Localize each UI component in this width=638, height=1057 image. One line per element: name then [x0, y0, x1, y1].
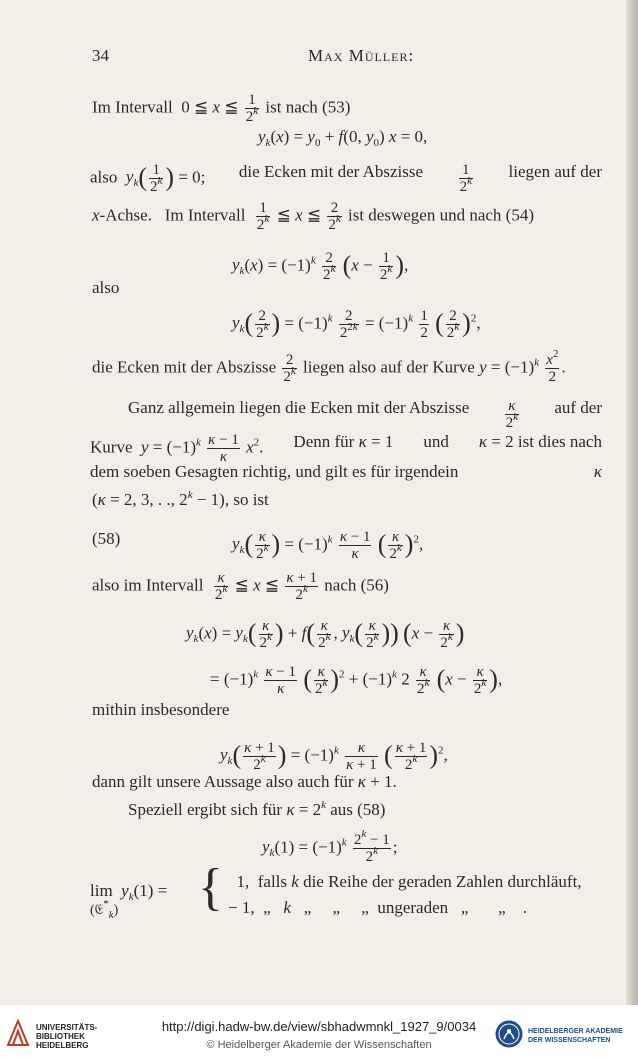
page-number: 34 — [92, 46, 109, 65]
academy-seal-icon — [494, 1019, 524, 1049]
text-line-8: (κ = 2, 3, . ., $2^k - 1$), so ist — [92, 489, 269, 509]
limit-case-even: 1, falls k die Reihe der geraden Zahlen durchläuft, — [228, 872, 582, 891]
text-line-10: mithin insbesondere — [92, 700, 230, 719]
text-line-also: also — [92, 278, 120, 297]
text-line-6: Kurve $y = (-1)^k$ $\frac{\kappa - 1}{\kappa}$ $x^2$. Denn für κ = 1 und κ = 2 ist dies nach — [90, 432, 602, 465]
equation-56-a: $y_k(x) = y_k$( $\frac{\kappa}{2^k}$ ) + f( $\frac{\kappa}{2^k}$ , $y_k$( $\frac{\kappa}{2^k}$ )) (x − $\frac{\kappa}{2^k}$ ) — [186, 618, 465, 651]
copyright-notice: © Heidelberger Akademie der Wissenschaften — [206, 1039, 432, 1051]
equation-yk-zero: $y_k(x) = y_0 + f(0$, $y_0$) x = 0, — [258, 127, 428, 149]
text-line-3: x-Achse. Im Intervall $\frac{1}{2^k}$ ≦ x ≦ $\frac{2}{2^k}$ ist deswegen und nach (54) — [92, 200, 535, 233]
equation-kappa-plus-1: $y_k$( $\frac{\kappa + 1}{2^k}$ ) = $(-1)^k$ $\frac{\kappa}{\kappa + 1}$ ( $\frac{\kappa + 1}{2^k}$ )$^2$, — [220, 740, 448, 773]
page-edge-shadow — [626, 0, 638, 1005]
equation-56-b: = $(-1)^k$ $\frac{\kappa - 1}{\kappa}$ ( $\frac{\kappa}{2^k}$ )$^2 + (-1)^k$ 2 $\frac{\kappa}{2^k}$ (x − $\frac{\kappa}{2^k}$ ), — [210, 664, 503, 697]
text-line-12: Speziell ergibt sich für $\kappa = 2^k$ aus (58) — [128, 799, 386, 819]
equation-54: $y_k(x) = (-1)^k$ $\frac{2}{2^k}$ (x − $\frac{1}{2^k}$ ), — [232, 250, 409, 283]
text-line-5: Ganz allgemein liegen die Ecken mit der Abszisse κ 2$^k$ auf der — [128, 398, 602, 431]
text-line-4: die Ecken mit der Abszisse $\frac{2}{2^k}$ liegen also auf der Kurve $y = (-1)^k$ $\frac{x^2}{2}$ . — [92, 348, 566, 385]
limit-brace: { — [198, 859, 223, 916]
running-title: Max Müller: — [308, 46, 415, 65]
equation-58: $y_k$( $\frac{\kappa}{2^k}$ ) = $(-1)^k$ $\frac{\kappa - 1}{\kappa}$ ( $\frac{\kappa}{2^k}$ )$^2$, — [232, 529, 424, 562]
equation-2-over-2k: $y_k$( $\frac{2}{2^k}$ ) = $(-1)^k$ $\frac{2}{2^{2k}}$ = $(-1)^k$ $\frac{1}{2}$ ( $\frac{2}{2^k}$ )$^2$, — [232, 308, 481, 341]
text-line-7: dem soeben Gesagten richtig, und gilt es für irgendein κ — [90, 462, 602, 481]
text-line-9: also im Intervall $\frac{\kappa}{2^k}$ ≦ x ≦ $\frac{\kappa + 1}{2^k}$ nach (56) — [92, 570, 389, 603]
equation-yk-1: $y_k(1) = (-1)^k$ $\frac{2^k - 1}{2^k}$ ; — [262, 828, 398, 865]
text-line-2: also $y_k$( $\frac{1}{2^k}$ ) = 0; die Ecken mit der Abszisse 1 2$^k$ liegen auf der — [90, 162, 602, 195]
equation-number-58: (58) — [92, 529, 121, 548]
limit-case-odd: − 1, „ k „ „ „ ungeraden „ „ . — [228, 898, 527, 917]
text-line-1: Im Intervall 0 ≦ x ≦ $\frac{1}{2^k}$ ist nach (53) — [92, 92, 351, 125]
digital-url-link[interactable]: http://digi.hadw-bw.de/view/sbhadwmnkl_1927_9/0034 — [161, 1019, 477, 1034]
academy-name: HEIDELBERGER AKADEMIE DER WISSENSCHAFTEN — [528, 1028, 623, 1044]
footer-bar — [0, 1005, 638, 1057]
text-line-11: dann gilt unsere Aussage also auch für κ + 1. — [92, 772, 397, 791]
limit-label: $\lim y_k(1)$ = (𝔈*$_k$) — [90, 881, 168, 921]
library-name: UNIVERSITÄTS- BIBLIOTHEK HEIDELBERG — [36, 1023, 98, 1050]
